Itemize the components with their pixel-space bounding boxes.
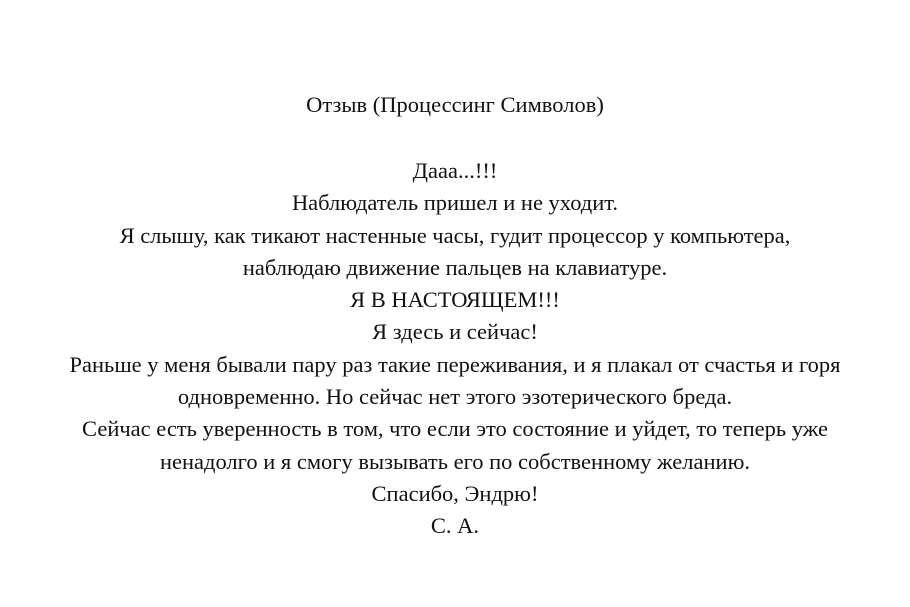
document-body	[0, 155, 910, 543]
text-line: Я здесь и сейчас!	[372, 319, 538, 345]
signature-initials: С. А.	[430, 513, 480, 539]
text-line: ненадолго и я смогу вызывать его по собственному желанию.	[159, 448, 751, 474]
text-line: Раньше у меня бывали пару раз такие переживания, и я плакал от счастья и горя	[69, 351, 841, 377]
text-line: наблюдаю движение пальцев на клавиатуре.	[242, 254, 668, 280]
text-line: одновременно. Но сейчас нет этого эзотерического бреда.	[177, 384, 733, 410]
text-line: Дааа...!!!	[412, 158, 498, 183]
text-line: Наблюдатель пришел и не уходит.	[291, 190, 619, 216]
text-line: Я В НАСТОЯЩЕМ!!!	[350, 287, 560, 313]
text-line: Сейчас есть уверенность в том, что если это состояние и уйдет, то теперь уже	[82, 416, 828, 442]
text-line: Я слышу, как тикают настенные часы, гудит процессор у компьютера,	[119, 222, 791, 248]
document-title: Отзыв (Процессинг Символов)	[306, 92, 604, 117]
signoff-line: Спасибо, Эндрю!	[371, 480, 539, 506]
